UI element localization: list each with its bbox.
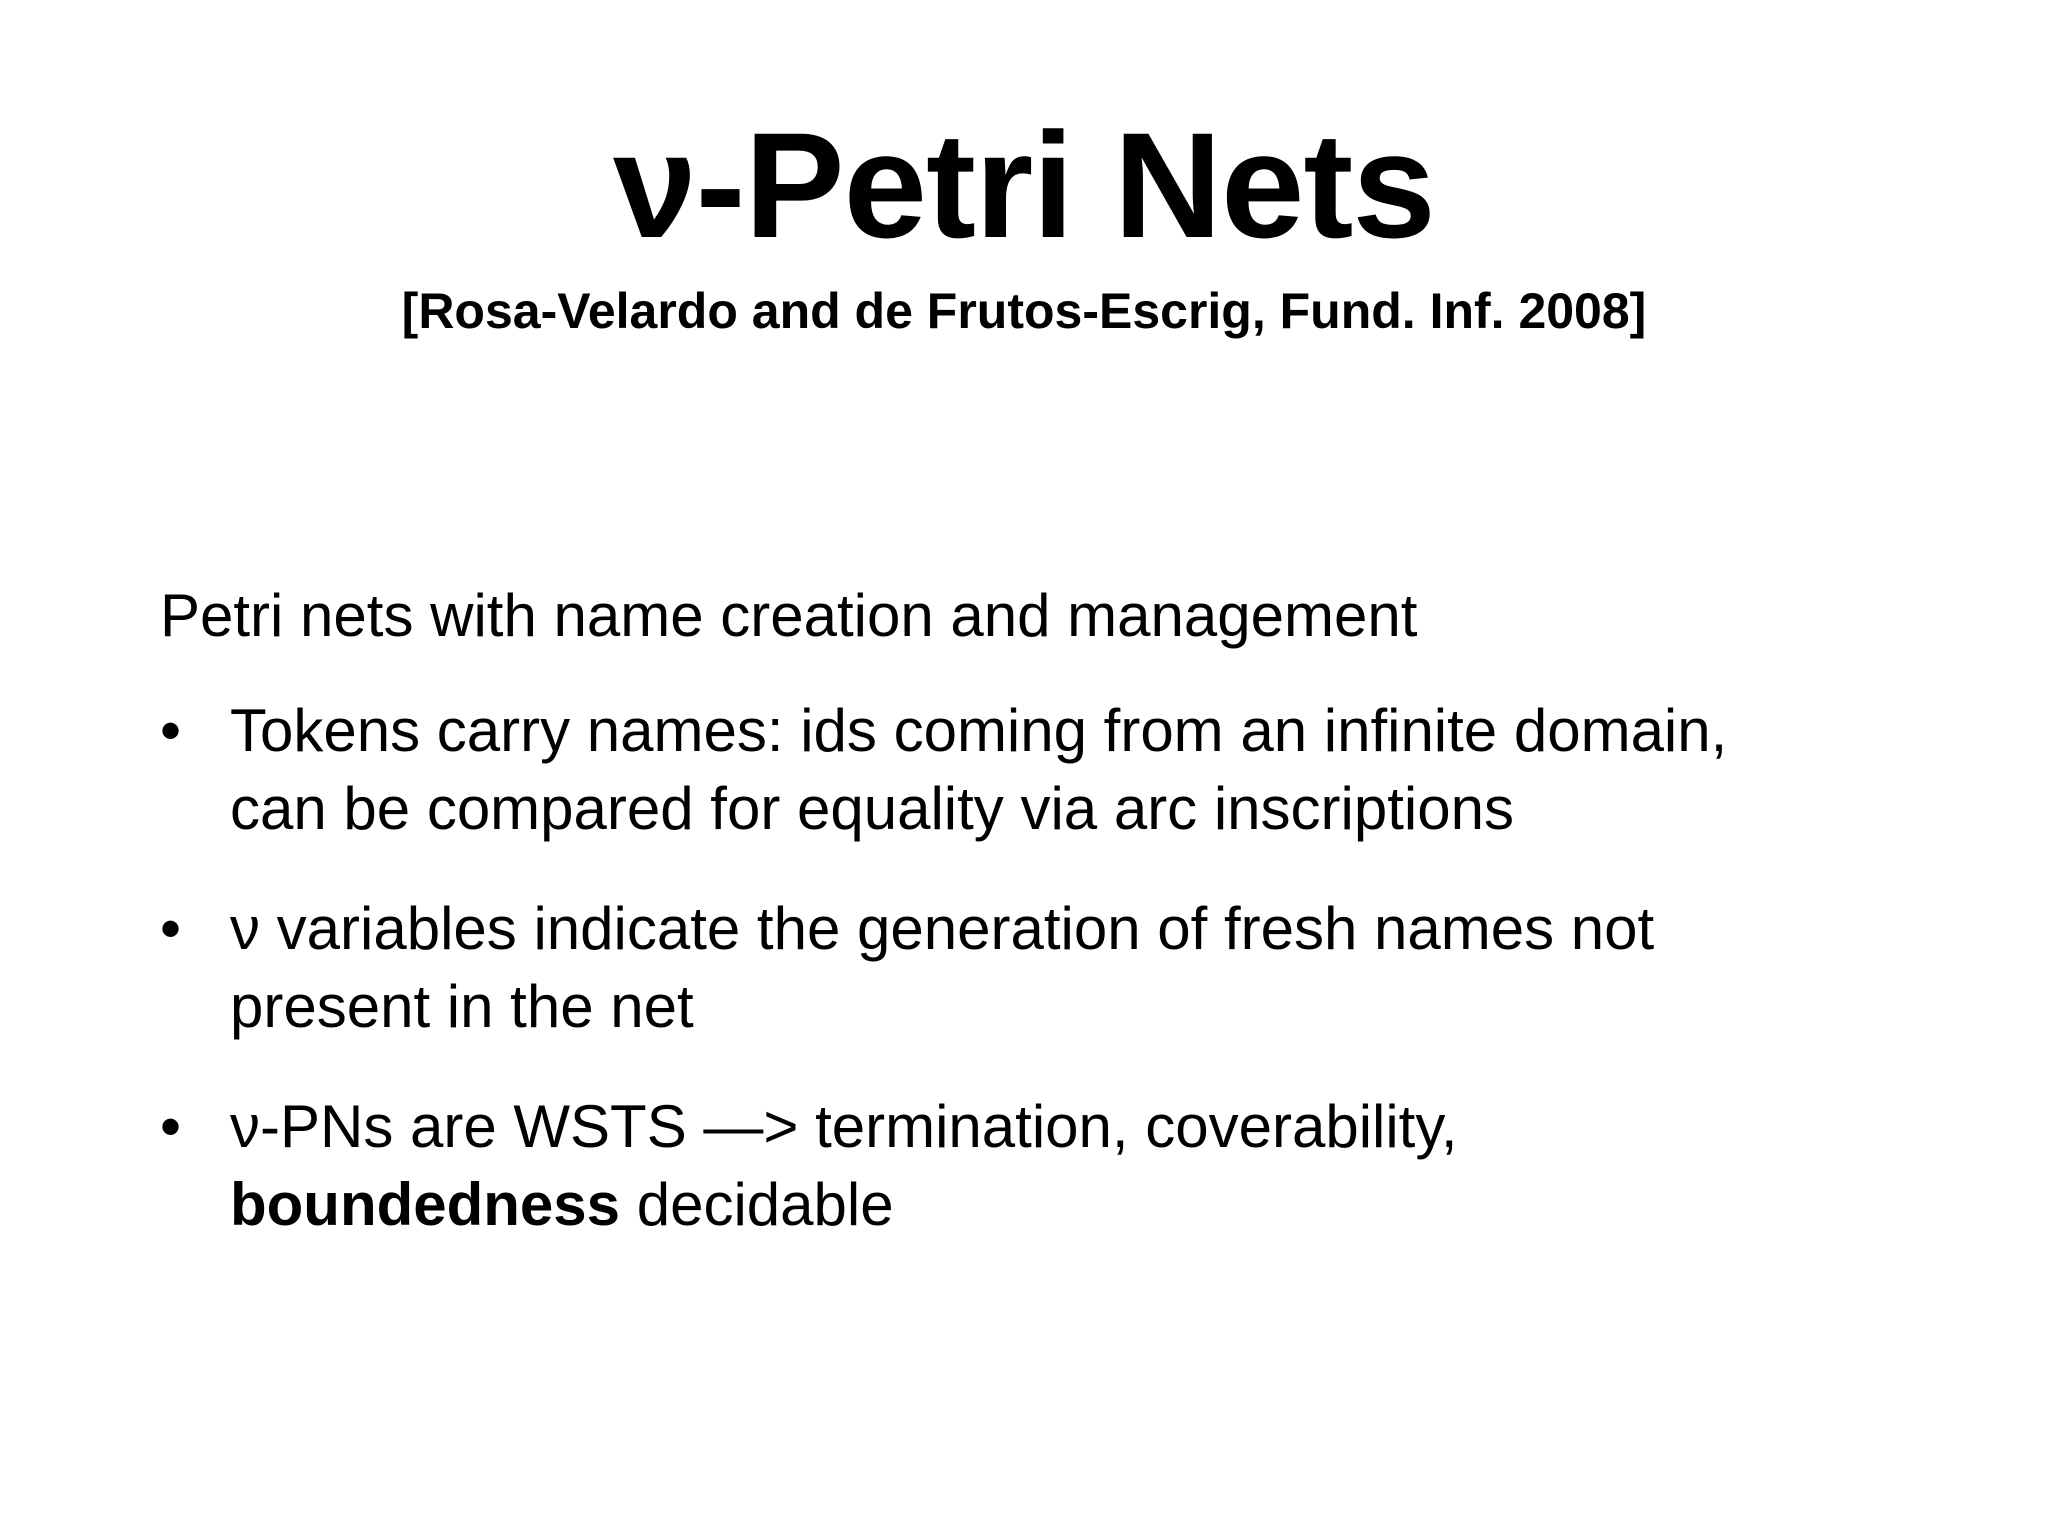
bullet-text-line: ν variables indicate the generation of fresh names not <box>230 895 1655 962</box>
slide-citation: [Rosa-Velardo and de Frutos-Escrig, Fund. Inf. 2008] <box>401 283 1647 339</box>
slide-body <box>160 576 1920 1286</box>
bullet-item-tokens <box>160 692 1920 848</box>
bullet-text-line: ν-PNs are WSTS —> termination, coverability, <box>230 1093 1458 1160</box>
emphasis-boundedness: boundedness <box>230 1171 621 1238</box>
bullet-list <box>160 692 1920 1244</box>
bullet-text-line: Tokens carry names: ids coming from an infinite domain, <box>230 697 1728 764</box>
bullet-dot-icon: • <box>160 895 182 962</box>
bullet-item-nu-variables <box>160 890 1920 1046</box>
bullet-text-line-mixed <box>230 1166 1920 1244</box>
bullet-text-line: present in the net <box>230 973 694 1040</box>
bullet-text-line: can be compared for equality via arc inscriptions <box>230 775 1514 842</box>
bullet-text-rest: decidable <box>620 1171 894 1238</box>
bullet-item-wsts <box>160 1088 1920 1244</box>
intro-text: Petri nets with name creation and management <box>160 582 1418 649</box>
bullet-dot-icon: • <box>160 1093 182 1160</box>
bullet-dot-icon: • <box>160 697 182 764</box>
slide-title: ν-Petri Nets <box>613 101 1435 269</box>
